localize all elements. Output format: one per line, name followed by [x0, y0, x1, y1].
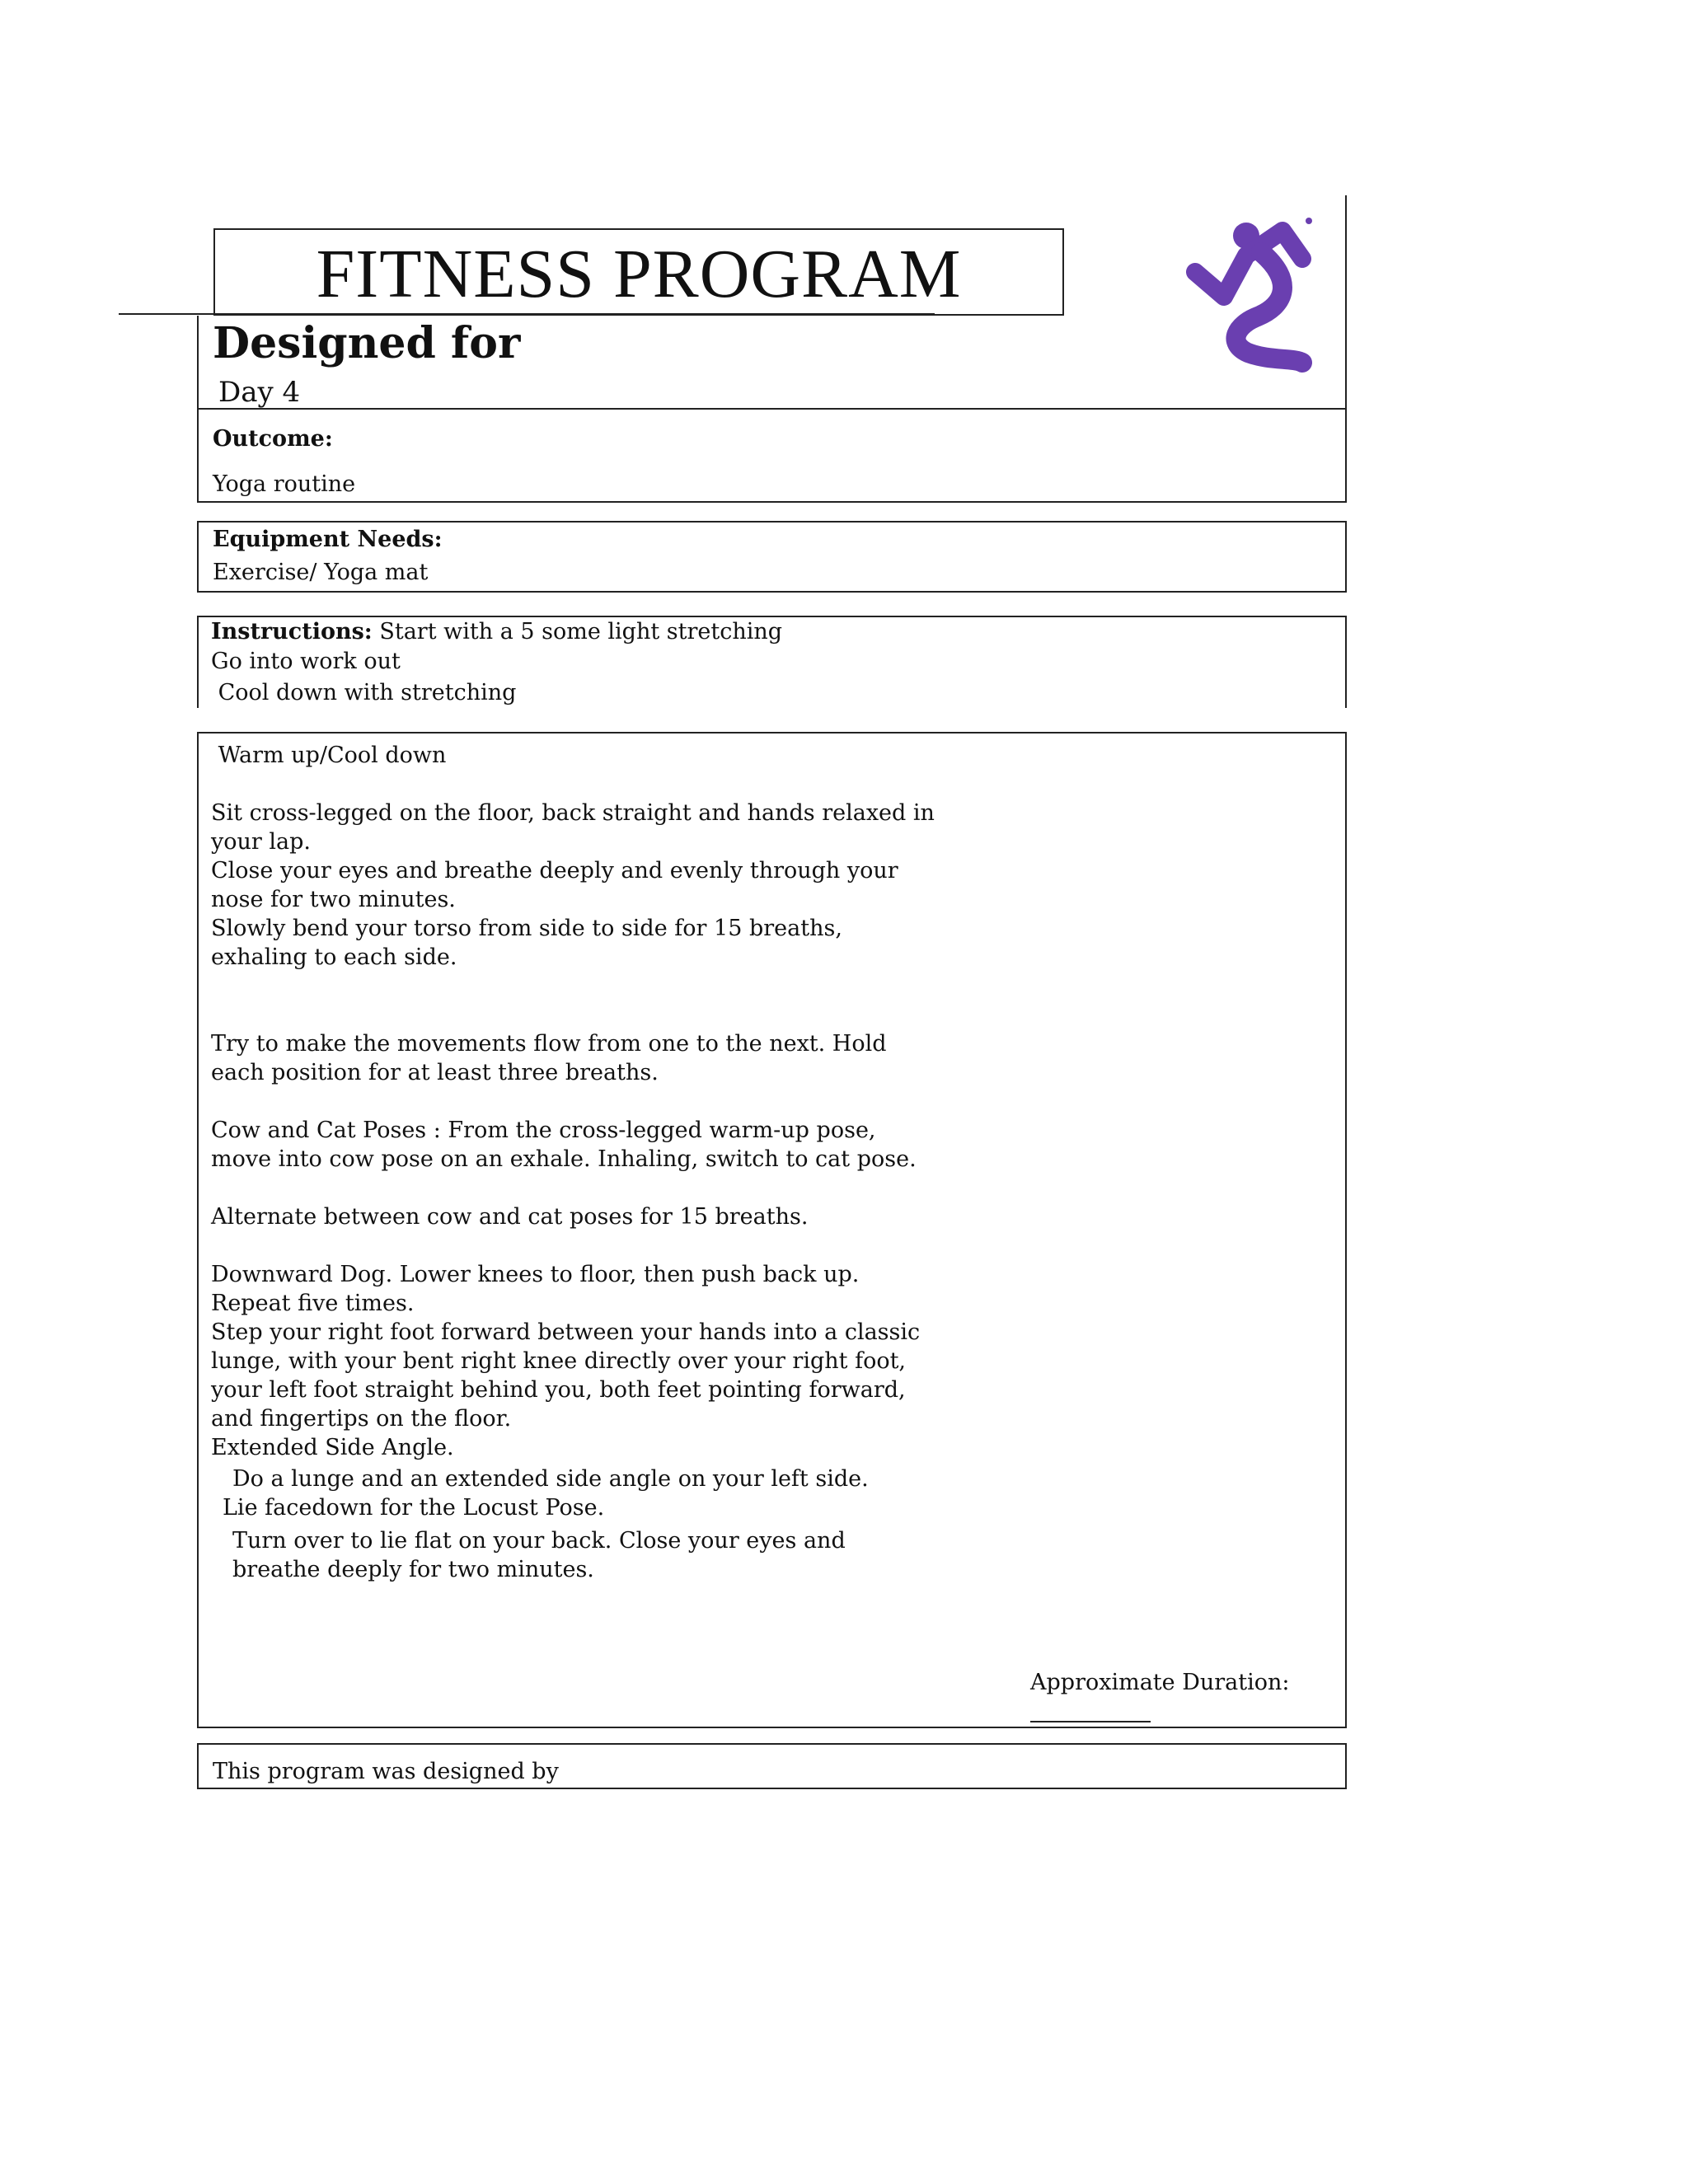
routine-line: Alternate between cow and cat poses for 15 breaths.	[211, 1204, 809, 1230]
instructions-right-border	[1345, 616, 1347, 708]
routine-line: Turn over to lie flat on your back. Close your eyes and	[232, 1528, 846, 1554]
duration-underline	[1030, 1721, 1151, 1722]
routine-line: and fingertips on the floor.	[211, 1406, 512, 1432]
routine-line: exhaling to each side.	[211, 944, 457, 970]
title-box	[213, 228, 1064, 316]
routine-line: Try to make the movements flow from one to the next. Hold	[211, 1031, 887, 1057]
routine-line: Close your eyes and breathe deeply and evenly through your	[211, 858, 898, 883]
outcome-label: Outcome:	[213, 426, 333, 452]
routine-line: Downward Dog. Lower knees to floor, then push back up.	[211, 1262, 860, 1287]
header-right-border	[1345, 195, 1347, 410]
routine-line: Slowly bend your torso from side to side for 15 breaths,	[211, 916, 842, 941]
equipment-label: Equipment Needs:	[213, 527, 443, 552]
routine-line: lunge, with your bent right knee directly over your right foot,	[211, 1348, 907, 1374]
instructions-line-1	[211, 617, 782, 646]
instructions-line-3: Cool down with stretching	[211, 680, 517, 705]
routine-line: Cow and Cat Poses : From the cross-legged warm-up pose,	[211, 1118, 876, 1143]
routine-line: Sit cross-legged on the floor, back straight and hands relaxed in	[211, 800, 935, 826]
routine-line: nose for two minutes.	[211, 887, 456, 912]
page-title: FITNESS PROGRAM	[316, 236, 962, 312]
running-man-logo-icon	[1179, 213, 1319, 377]
routine-line: Lie facedown for the Locust Pose.	[223, 1495, 605, 1521]
routine-line: Repeat five times.	[211, 1291, 415, 1316]
routine-line: your left foot straight behind you, both feet pointing forward,	[211, 1377, 906, 1403]
instructions-label: Instructions:	[211, 619, 373, 644]
routine-line: Do a lunge and an extended side angle on your left side.	[232, 1466, 869, 1492]
instructions-text: Start with a 5 some light stretching	[372, 619, 783, 644]
routine-line: breathe deeply for two minutes.	[232, 1557, 594, 1582]
designed-for-label: Designed for	[213, 318, 521, 368]
routine-line: Extended Side Angle.	[211, 1435, 454, 1460]
instructions-line-2: Go into work out	[211, 649, 401, 674]
designed-by-label: This program was designed by	[213, 1759, 559, 1784]
equipment-section	[197, 521, 1347, 593]
outcome-section	[197, 408, 1347, 503]
routine-heading: Warm up/Cool down	[211, 743, 447, 768]
designed-for-left-border	[197, 316, 199, 410]
approximate-duration-label: Approximate Duration:	[1030, 1670, 1290, 1695]
routine-line: your lap.	[211, 829, 311, 855]
outcome-value: Yoga routine	[213, 471, 356, 497]
title-underline	[119, 313, 935, 315]
routine-line: Step your right foot forward between your hands into a classic	[211, 1319, 921, 1345]
instructions-left-border	[197, 616, 199, 708]
footer-section	[197, 1743, 1347, 1789]
routine-line: each position for at least three breaths.	[211, 1060, 659, 1085]
routine-line: move into cow pose on an exhale. Inhaling, switch to cat pose.	[211, 1146, 917, 1172]
day-label: Day 4	[218, 376, 301, 409]
equipment-value: Exercise/ Yoga mat	[213, 560, 429, 585]
